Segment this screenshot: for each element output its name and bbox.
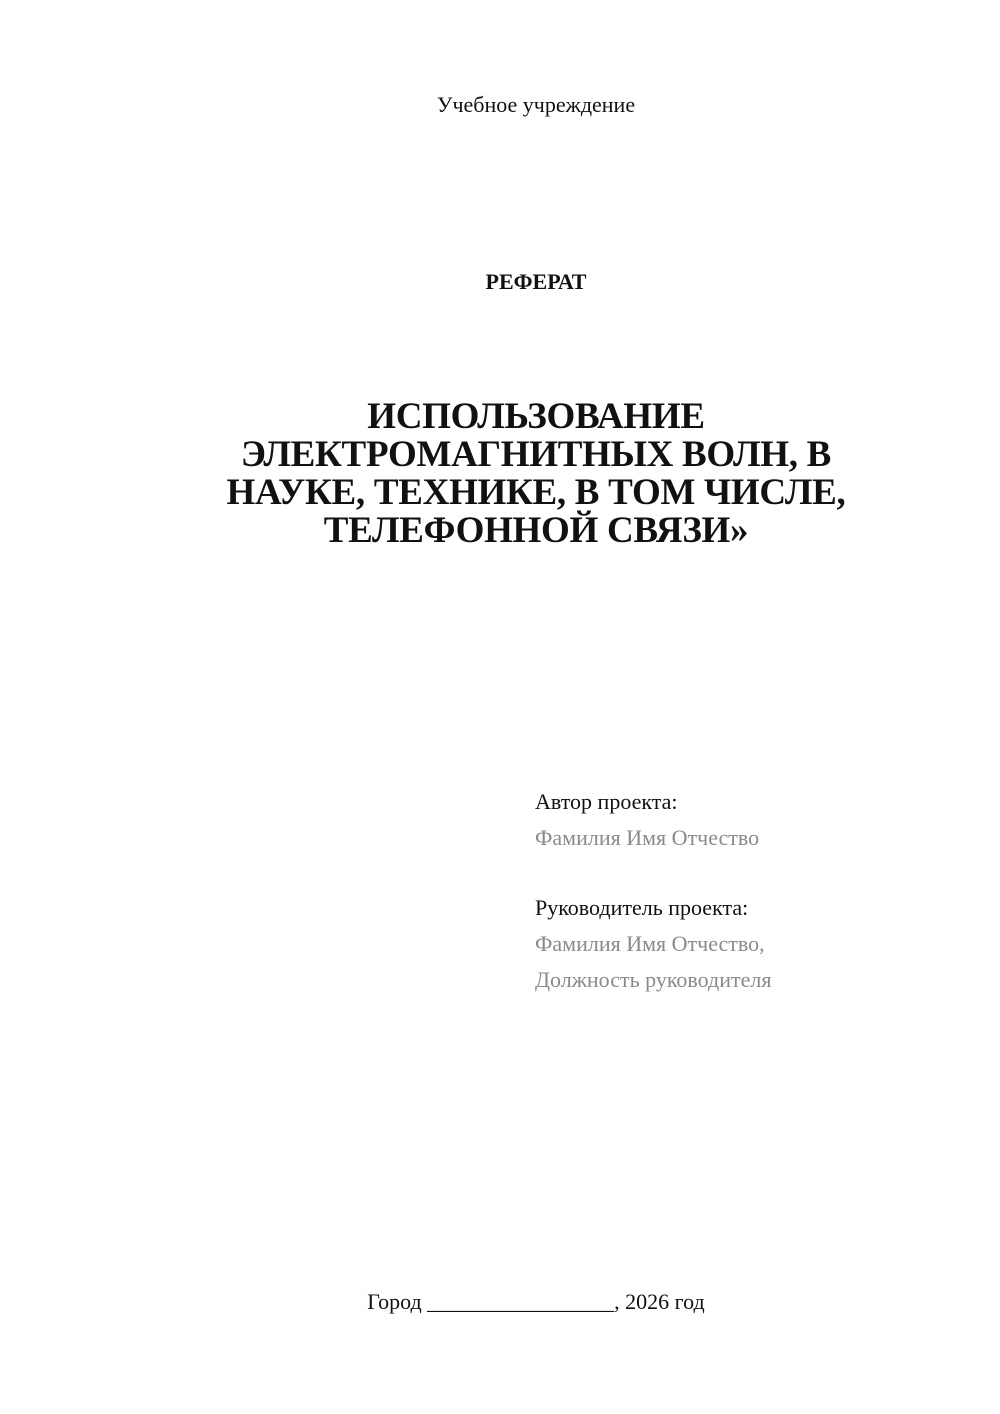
supervisor-label: Руководитель проекта: bbox=[535, 895, 749, 920]
title-line: ТЕЛЕФОННОЙ СВЯЗИ» bbox=[323, 510, 749, 551]
author-block bbox=[535, 784, 759, 856]
footer-city-year bbox=[0, 1288, 1000, 1316]
supervisor-block bbox=[535, 890, 771, 998]
document-title bbox=[136, 398, 936, 550]
author-label: Автор проекта: bbox=[535, 789, 678, 814]
supervisor-name: Фамилия Имя Отчество, bbox=[535, 931, 765, 956]
institution-name: Учебное учреждение bbox=[436, 92, 636, 117]
title-line: ИСПОЛЬЗОВАНИЕ bbox=[367, 396, 705, 437]
author-name: Фамилия Имя Отчество bbox=[535, 825, 760, 850]
supervisor-position: Должность руководителя bbox=[535, 967, 772, 992]
city-blank: _________________ bbox=[427, 1289, 615, 1314]
title-line: ЭЛЕКТРОМАГНИТНЫХ ВОЛН, В bbox=[240, 434, 832, 475]
document-type: РЕФЕРАТ bbox=[485, 269, 587, 294]
city-label: Город bbox=[367, 1289, 422, 1314]
year-text: , 2026 год bbox=[614, 1289, 705, 1314]
title-line: НАУКЕ, ТЕХНИКЕ, В ТОМ ЧИСЛЕ, bbox=[226, 472, 846, 513]
